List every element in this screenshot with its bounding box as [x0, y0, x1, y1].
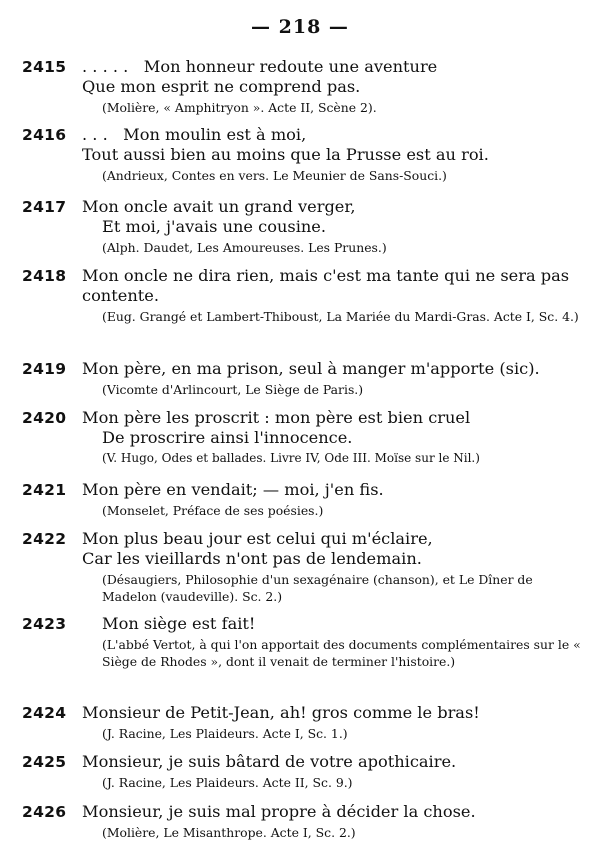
entry-number: 2424: [22, 704, 67, 722]
entry: [22, 703, 588, 742]
source-citation: (Alph. Daudet, Les Amoureuses. Les Prunes.): [102, 240, 387, 255]
verse-line: Mon siège est fait!: [102, 614, 256, 633]
entry-number: 2415: [22, 58, 67, 76]
verse-line: Et moi, j'avais une cousine.: [102, 217, 327, 236]
entry: [22, 529, 588, 605]
entry: [22, 197, 588, 256]
source-citation: (J. Racine, Les Plaideurs. Acte II, Sc. 9.): [102, 775, 353, 790]
entry: [22, 408, 588, 467]
page-number: — 218 —: [251, 16, 349, 38]
entry-number: 2420: [22, 409, 67, 427]
verse-line: Mon plus beau jour est celui qui m'éclaire,: [82, 529, 433, 548]
verse-line: Que mon esprit ne comprend pas.: [82, 77, 361, 96]
entry-number: 2426: [22, 803, 67, 821]
source-citation: (V. Hugo, Odes et ballades. Livre IV, Ode III. Moïse sur le Nil.): [102, 451, 480, 465]
verse-line: Car les vieillards n'ont pas de lendemain.: [82, 549, 422, 568]
verse-line: De proscrire ainsi l'innocence.: [102, 428, 353, 447]
source-citation: (J. Racine, Les Plaideurs. Acte I, Sc. 1.): [102, 726, 348, 741]
entry: [22, 125, 588, 184]
source-citation: (Vicomte d'Arlincourt, Le Siège de Paris.): [102, 382, 364, 397]
verse-line: Mon père en vendait; — moi, j'en fis.: [82, 480, 384, 499]
entry: [22, 359, 588, 398]
entry-number: 2423: [22, 615, 67, 633]
verse-line: Mon oncle ne dira rien, mais c'est ma tante qui ne sera pas contente.: [82, 266, 570, 305]
verse-line: Mon père les proscrit : mon père est bien cruel: [82, 408, 471, 427]
source-citation: (Eug. Grangé et Lambert-Thiboust, La Mariée du Mardi-Gras. Acte I, Sc. 4.): [102, 309, 579, 324]
source-citation: (Molière, « Amphitryon ». Acte II, Scène 2).: [102, 100, 377, 115]
verse-line: . . . . . Mon honneur redoute une aventure: [82, 57, 438, 76]
entry-number: 2416: [22, 126, 67, 144]
entry-number: 2417: [22, 198, 67, 216]
entry-number: 2421: [22, 481, 67, 499]
source-citation: (L'abbé Vertot, à qui l'on apportait des documents complémentaires sur le « Siège de Rhodes », dont il venait de terminer l'histoire.): [102, 637, 581, 669]
verse-line: Monsieur, je suis mal propre à décider la chose.: [82, 802, 476, 821]
entry-number: 2418: [22, 267, 67, 285]
source-citation: (Molière, Le Misanthrope. Acte I, Sc. 2.): [102, 825, 356, 840]
verse-line: Monsieur, je suis bâtard de votre apothicaire.: [82, 752, 457, 771]
entry-number: 2425: [22, 753, 67, 771]
entry: [22, 752, 588, 791]
verse-line: Mon oncle avait un grand verger,: [82, 197, 356, 216]
verse-line: Tout aussi bien au moins que la Prusse est au roi.: [82, 145, 489, 164]
entry: [22, 614, 588, 670]
source-citation: (Désaugiers, Philosophie d'un sexagénaire (chanson), et Le Dîner de Madelon (vaudeville). Sc. 2.): [102, 572, 533, 604]
entry-number: 2422: [22, 530, 67, 548]
verse-line: Mon père, en ma prison, seul à manger m'apporte (sic).: [82, 359, 540, 378]
source-citation: (Andrieux, Contes en vers. Le Meunier de Sans-Souci.): [102, 168, 447, 183]
entry: [22, 266, 588, 325]
verse-line: . . . Mon moulin est à moi,: [82, 125, 307, 144]
entry: [22, 57, 588, 116]
entry: [22, 802, 588, 841]
entry-number: 2419: [22, 360, 67, 378]
source-citation: (Monselet, Préface de ses poésies.): [102, 503, 324, 518]
verse-line: Monsieur de Petit-Jean, ah! gros comme le bras!: [82, 703, 480, 722]
entry: [22, 480, 588, 519]
